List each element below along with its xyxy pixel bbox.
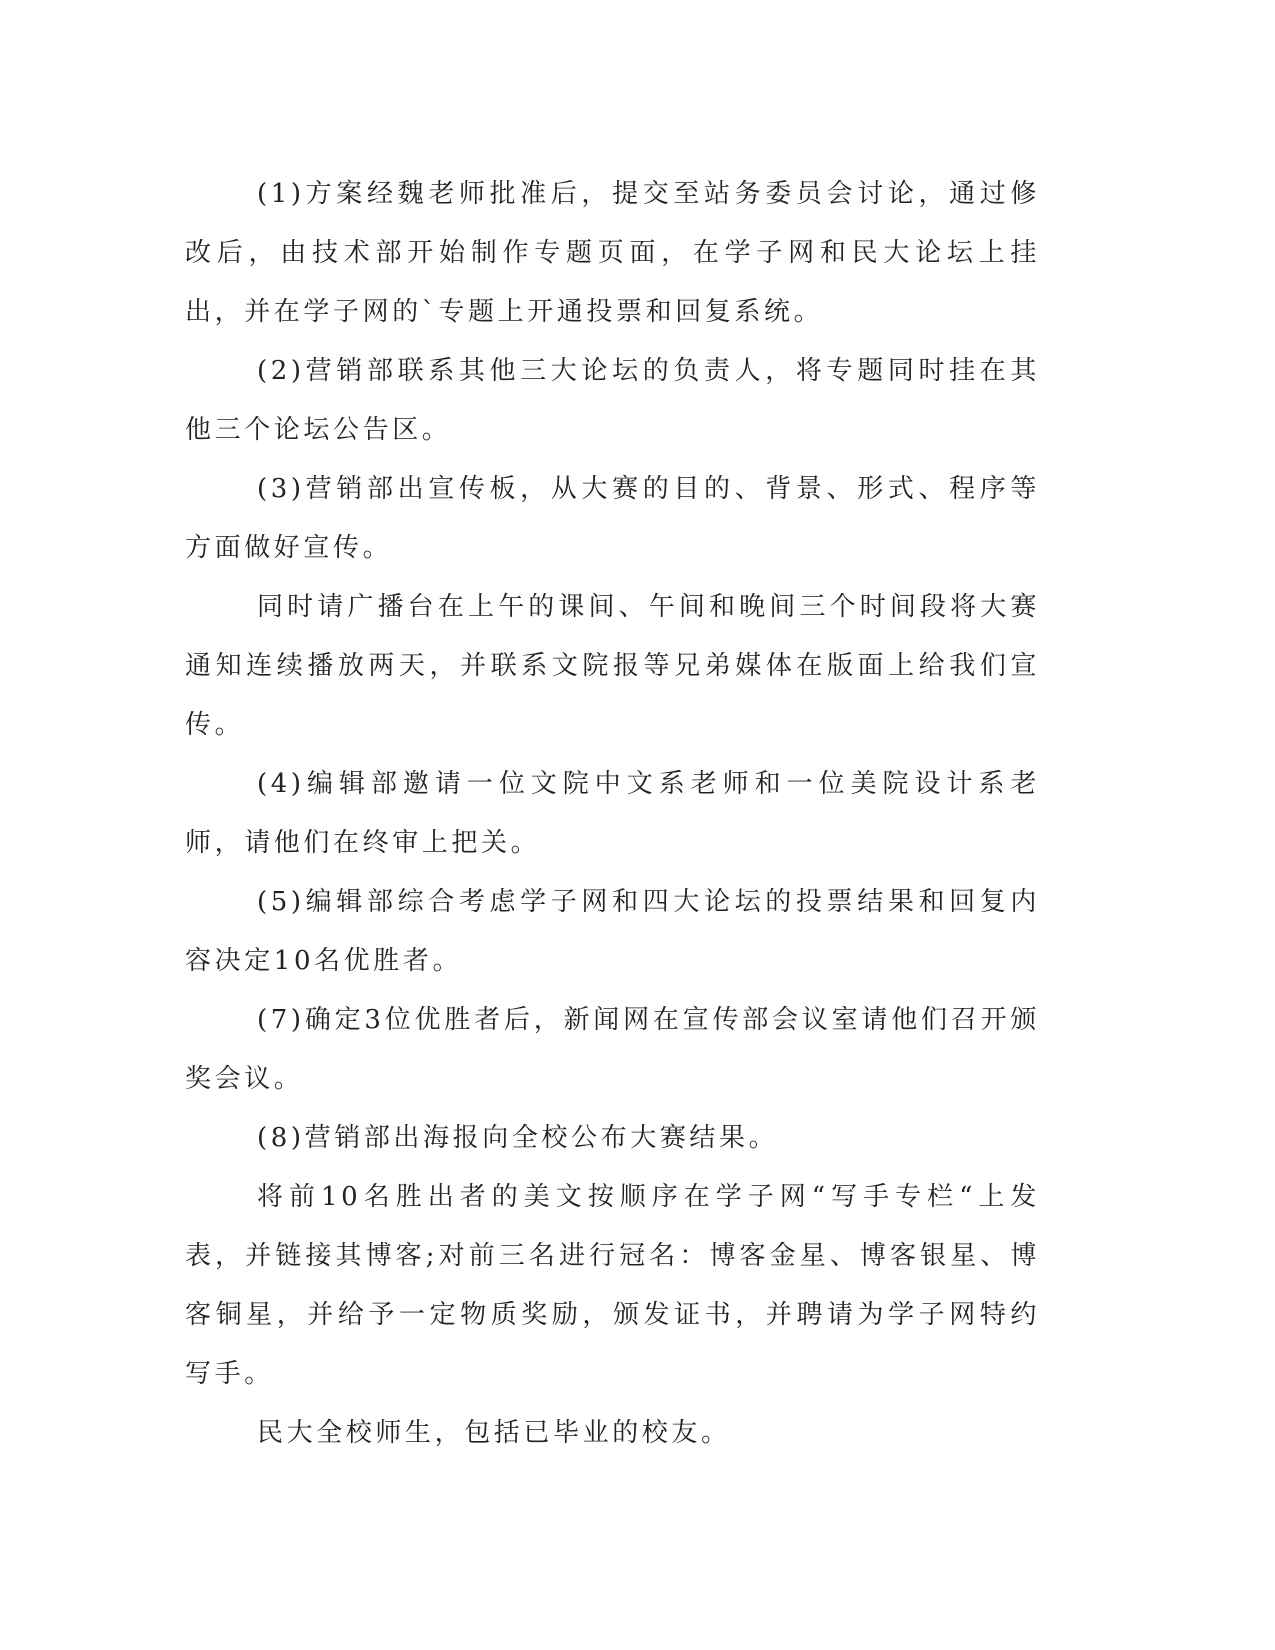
paragraph-participants: 民大全校师生，包括已毕业的校友。 <box>257 1418 731 1448</box>
paragraph-step-8: (8)营销部出海报向全校公布大赛结果。 <box>257 1123 779 1153</box>
paragraph-step-4: (4)编辑部邀请一位文院中文系老师和一位美院设计系老师，请他们在终审上把关。 <box>185 769 1040 858</box>
document-body <box>185 165 1040 1463</box>
paragraph-step-3: (3)营销部出宣传板，从大赛的目的、背景、形式、程序等方面做好宣传。 <box>185 474 1040 563</box>
paragraph-step-5: (5)编辑部综合考虑学子网和四大论坛的投票结果和回复内容决定10名优胜者。 <box>185 887 1040 976</box>
paragraph-broadcast: 同时请广播台在上午的课间、午间和晚间三个时间段将大赛通知连续播放两天，并联系文院报等兄弟媒体在版面上给我们宣传。 <box>185 592 1040 740</box>
paragraph-step-2: (2)营销部联系其他三大论坛的负责人，将专题同时挂在其他三个论坛公告区。 <box>185 356 1040 445</box>
paragraph-step-7: (7)确定3位优胜者后，新闻网在宣传部会议室请他们召开颁奖会议。 <box>185 1005 1040 1094</box>
paragraph-awards: 将前10名胜出者的美文按顺序在学子网“写手专栏“上发表，并链接其博客;对前三名进行冠名：博客金星、博客银星、博客铜星，并给予一定物质奖励，颁发证书，并聘请为学子网特约写手。 <box>185 1182 1040 1389</box>
paragraph-step-1: (1)方案经魏老师批准后，提交至站务委员会讨论，通过修改后，由技术部开始制作专题页面，在学子网和民大论坛上挂出，并在学子网的`专题上开通投票和回复系统。 <box>185 179 1040 327</box>
